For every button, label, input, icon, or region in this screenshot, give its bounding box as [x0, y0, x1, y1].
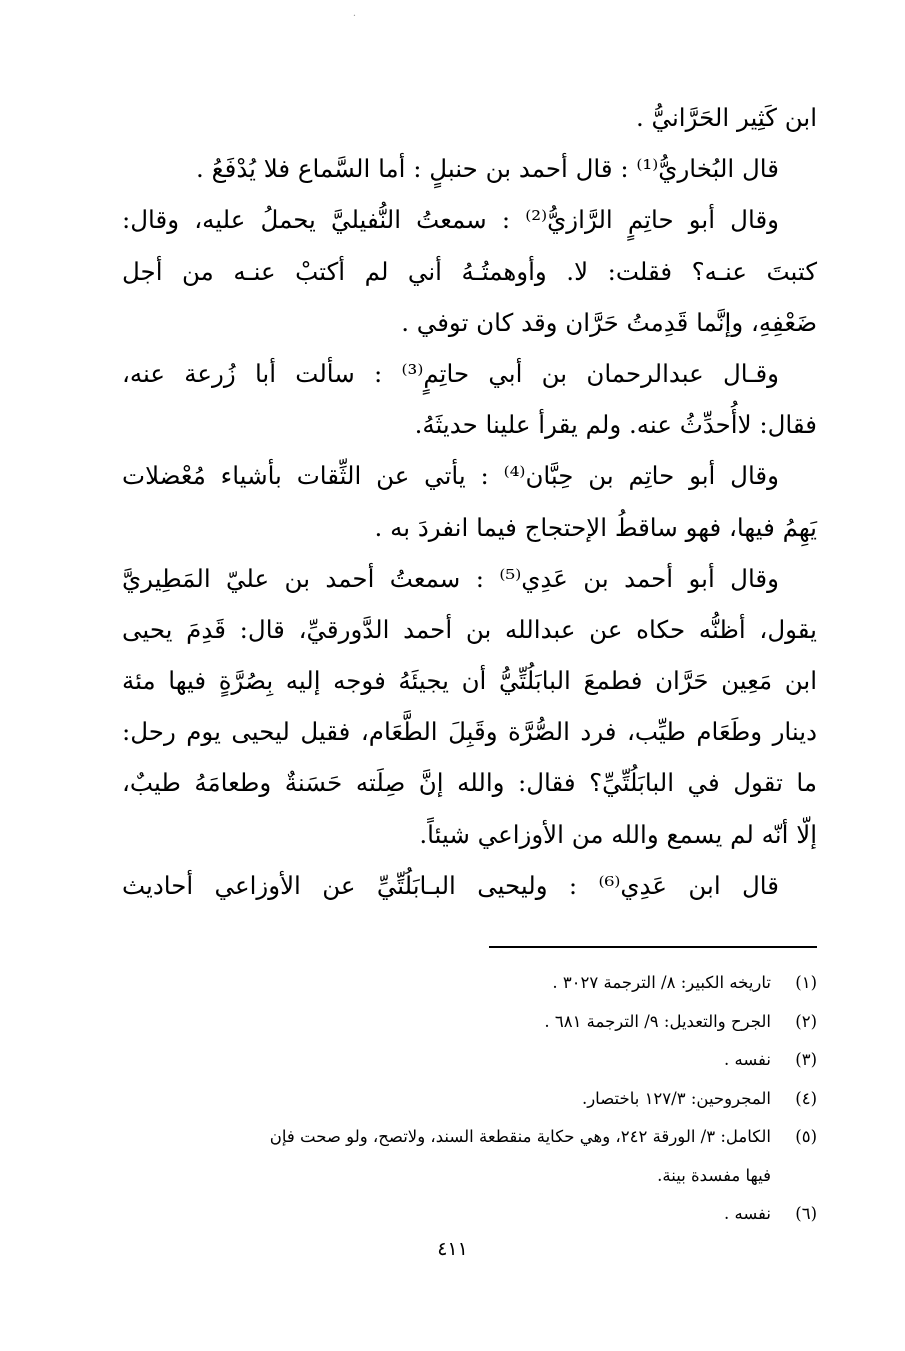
text-line: وقال أبو أحمد بن عَدِي⁽⁵⁾ : سمعتُ أحمد بن عليّ المَطِيريَّ: [122, 563, 779, 593]
footnote: [120, 1195, 817, 1234]
footnote-text: [120, 1195, 771, 1234]
text-line: كتبتَ عنـه؟ فقلت: لا. وأوهمتُـهُ أني لم أكتبْ عنـه من أجل: [122, 256, 817, 286]
text-line: يقول، أظنُّه حكاه عن عبدالله بن أحمد الدَّورقيِّ، قال: قَدِمَ يحيى: [122, 614, 817, 644]
footnote-divider: [489, 946, 817, 948]
text-line: ابن مَعِين حَرَّان فطمعَ البابَلُتِّيُّ أن يجيئَهُ فوجه إليه بِصُرَّةٍ فيها مئة: [122, 666, 817, 696]
footnote: [120, 1080, 817, 1119]
footnote-text: [120, 1118, 771, 1195]
text-line: ضَعْفِهِ، وإنَّما قَدِمتُ حَرَّان وقد كان توفي .: [401, 307, 817, 337]
footnote-number: (١): [795, 973, 817, 992]
footnote-number: (٣): [795, 1050, 817, 1069]
scan-mark: ·: [352, 11, 356, 22]
footnote-number: (٢): [795, 1011, 817, 1031]
footnote: [120, 964, 817, 1003]
footnote: [120, 1003, 817, 1042]
footnote-number: (٥): [795, 1127, 817, 1146]
text-line: ابن كَثِير الحَرَّانيُّ .: [635, 103, 817, 132]
footnote-text: [120, 1080, 771, 1119]
text-line: إلّا أنّه لم يسمع والله من الأوزاعي شيئاً.: [419, 819, 817, 849]
footnote: [120, 1041, 817, 1080]
footnote: [120, 1118, 817, 1195]
footnote-line: المجروحين: ١٢٧/٣ باختصار.: [581, 1088, 771, 1108]
page-number: ٤١١: [437, 1238, 468, 1260]
footnote-line: نفسه .: [724, 1050, 771, 1069]
footnote-line: الكامل: ٣/ الورقة ٢٤٢، وهي حكاية منقطعة السند، ولاتصح، ولو صحت فإن: [269, 1127, 771, 1146]
footnote-line: نفسه .: [724, 1204, 771, 1223]
text-line: دينار وطَعَام طيِّب، فرد الصُّرَّة وقَبِلَ الطَّعَام، فقيل ليحيى يوم رحل:: [122, 717, 817, 747]
text-line: وقال أبو حاتِمٍ الرَّازيُّ⁽²⁾ : سمعتُ النُّفيليَّ يحملُ عليه، وقال:: [122, 205, 779, 235]
footnote-text: [120, 964, 771, 1003]
footnote-number: (٤): [795, 1088, 817, 1108]
text-line: قال ابن عَدِي⁽⁶⁾ : وليحيى البـابَلُتِّيِّ عن الأوزاعي أحاديث: [122, 870, 779, 900]
text-line: يَهِمُ فيها، فهو ساقطُ الإحتجاج فيما انفردَ به .: [374, 512, 817, 542]
footnote-line: فيها مفسدة بينة.: [657, 1165, 771, 1185]
text-line: وقـال عبدالرحمان بن أبي حاتِمٍ⁽³⁾ : سألت أبا زُرعة عنه،: [122, 358, 779, 388]
footnote-line: تاريخه الكبير: ٨/ الترجمة ٣٠٢٧ .: [552, 973, 771, 992]
footnote-text: [120, 1003, 771, 1042]
footnotes-block: [120, 964, 817, 1234]
text-line: فقال: لاأُحدِّثُ عنه. ولم يقرأ علينا حديثَهُ.: [414, 410, 817, 440]
footnote-text: [120, 1041, 771, 1080]
main-text-block: [122, 92, 817, 911]
footnote-line: الجرح والتعديل: ٩/ الترجمة ٦٨١ .: [544, 1011, 771, 1031]
text-line: قال البُخاريُّ⁽¹⁾ : قال أحمد بن حنبلٍ : أما السَّماع فلا يُدْفَعُ .: [196, 154, 779, 184]
footnote-number: (٦): [795, 1204, 817, 1223]
text-line: ما تقول في البابَلُتِّيِّ؟ فقال: والله إنَّ صِلَته حَسَنةٌ وطعامَهُ طيبٌ،: [122, 768, 817, 798]
text-line: وقال أبو حاتِم بن حِبَّان⁽⁴⁾ : يأتي عن الثِّقات بأشياء مُعْضلات: [122, 461, 779, 491]
